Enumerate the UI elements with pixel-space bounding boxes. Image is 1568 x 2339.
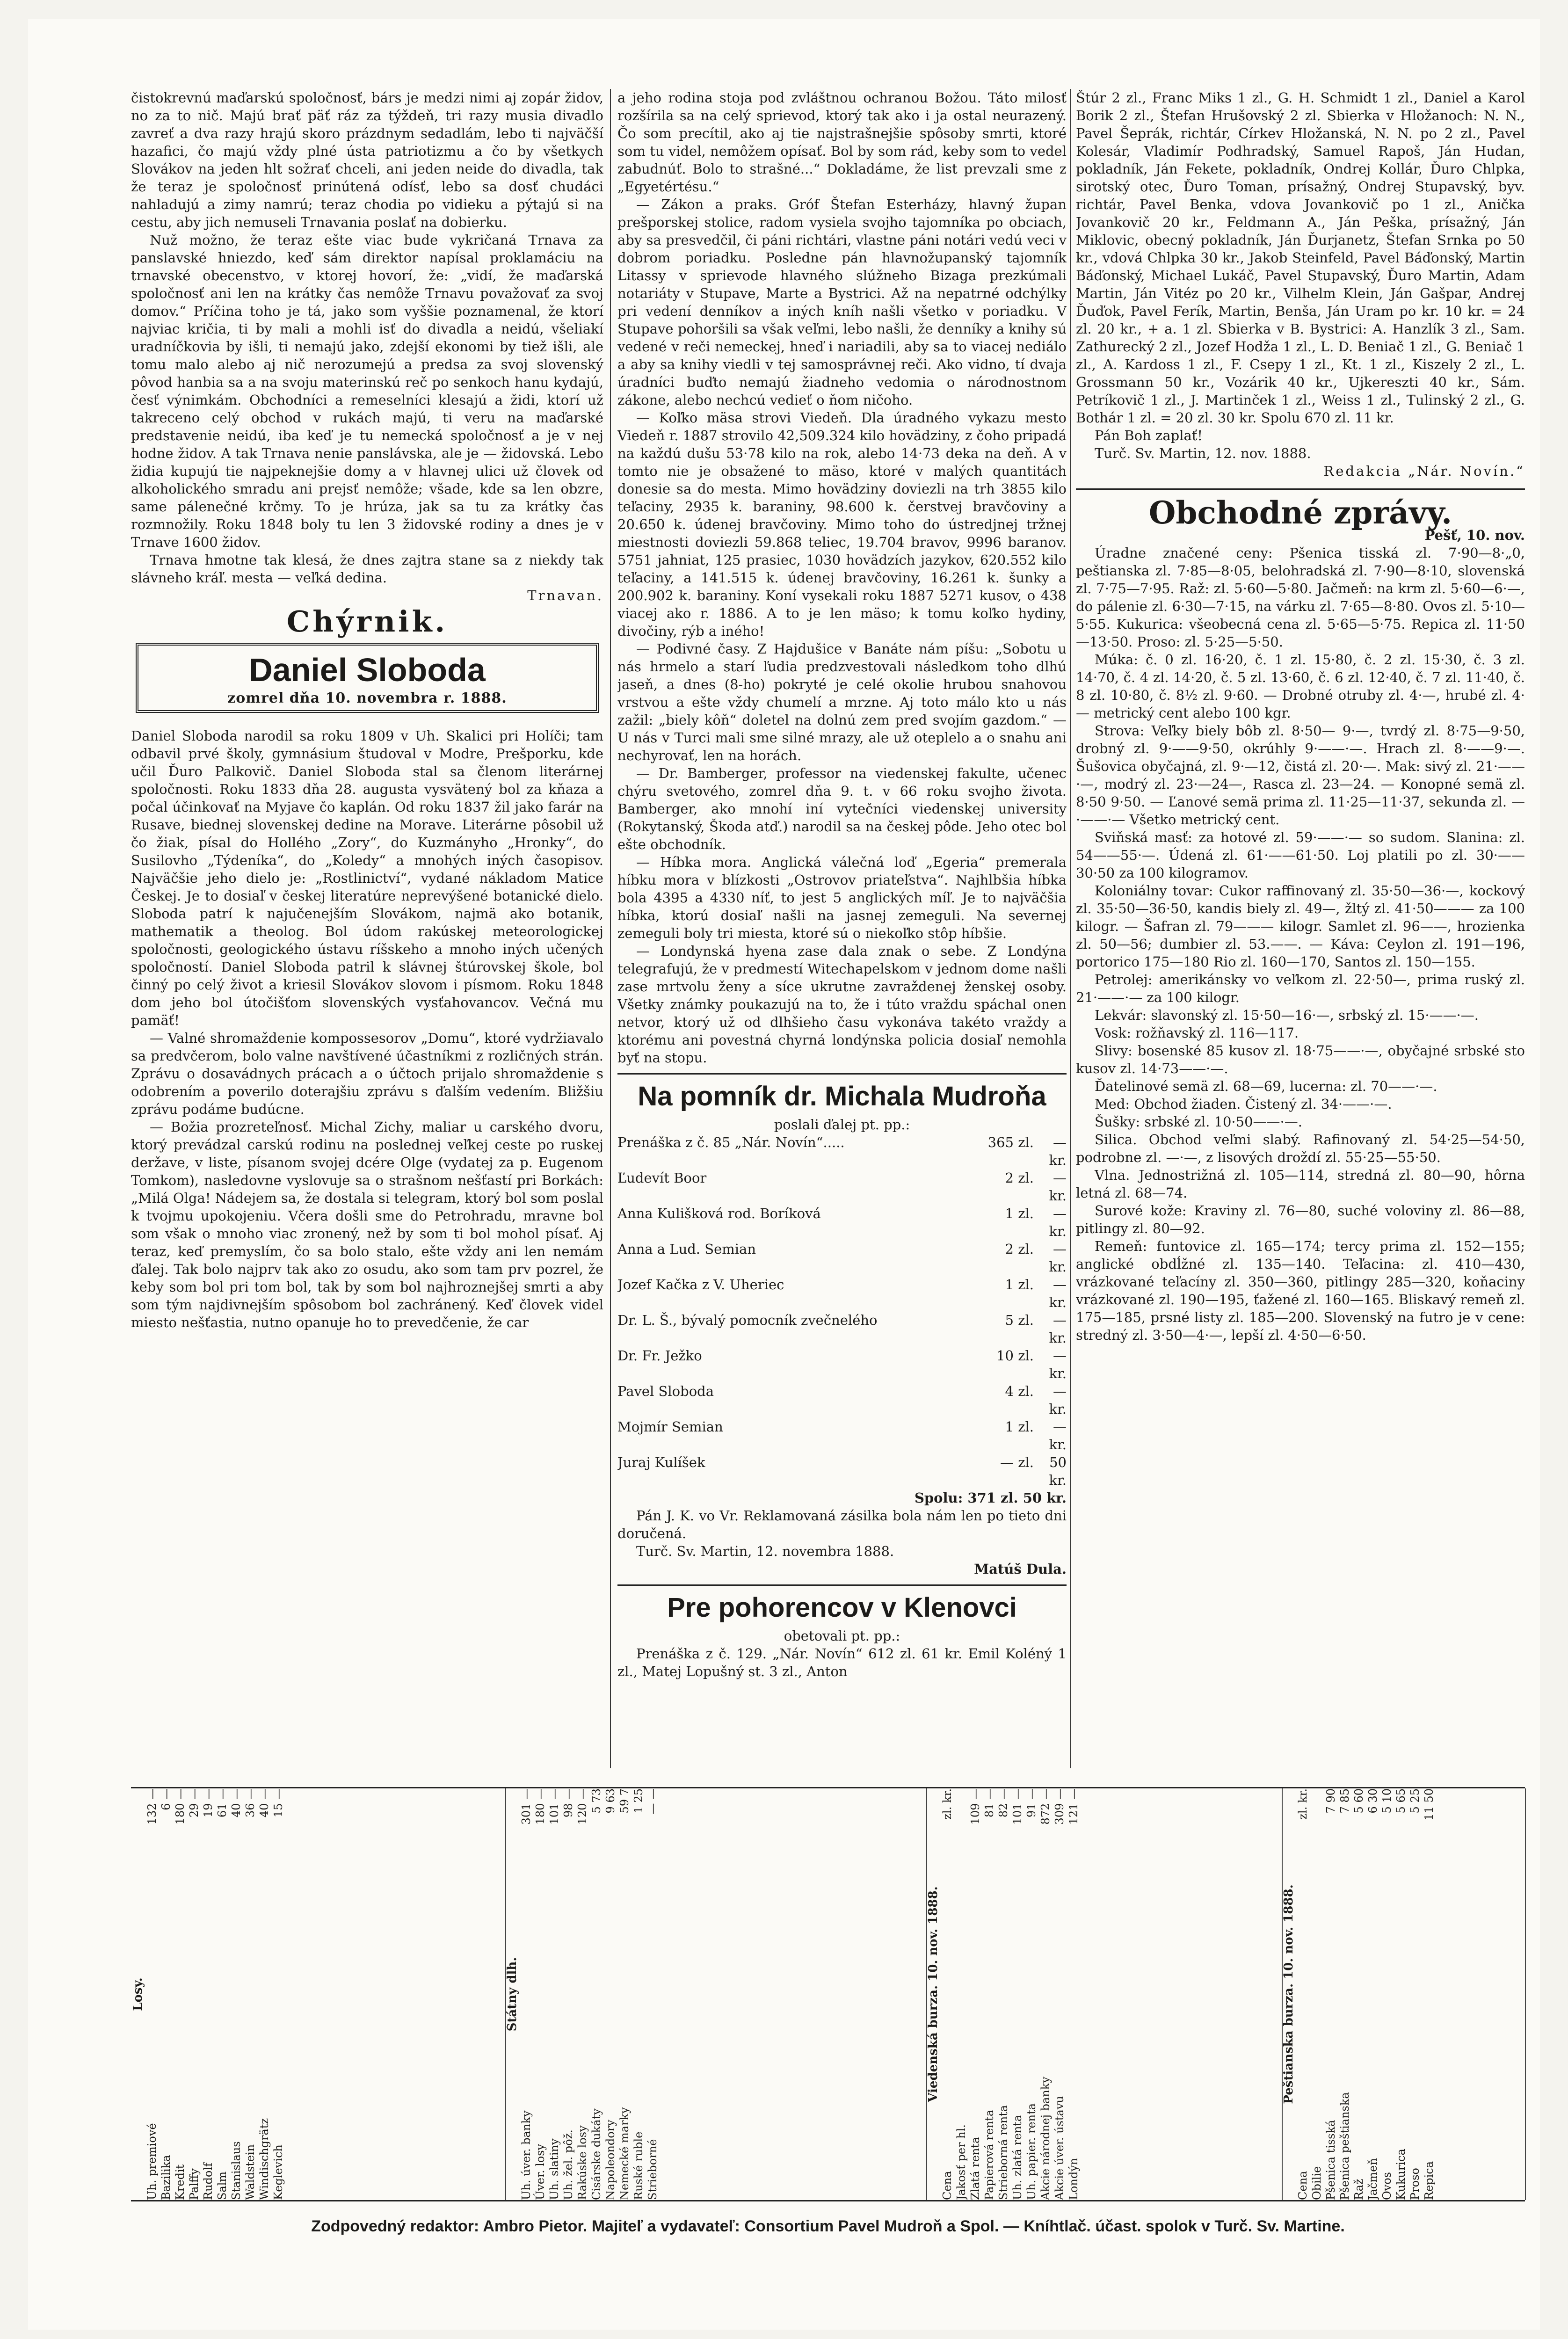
exchange-item: Pšenica tisská (1324, 2120, 1337, 2200)
exchange-price: 5 73 (590, 1788, 603, 1814)
exchange-table-row (257, 1788, 271, 2200)
column-1 (131, 89, 603, 1768)
exchange-price: 7 85 (1338, 1788, 1351, 1814)
exchange-item: Nemecké marky (618, 2107, 631, 2200)
exchange-item: Kredit (174, 2164, 187, 2200)
exchange-table-row (1408, 1788, 1422, 2200)
exchange-price: 15 — (272, 1788, 285, 1818)
exchange-item: Rakúske losy (576, 2125, 589, 2200)
exchange-table-row (229, 1788, 243, 2200)
exchange-table-heading: Viedenská burza. 10. nov. 1888. (926, 1886, 940, 2102)
exchange-table-row (1394, 1788, 1408, 2200)
zakon-praks-article: — Zákon a praks. Gróf Štefan Esterházy, hlavný župan prešporskej stolice, radom vysiela svojho tajomníka po obciach, aby sa presvedčil, či páni richtári, vlastne páni notári vedú veci v dobrom poriadku. Posledne pán hlavnožupanský tajomník Litassy v sprievode hlavného slúžneho Bizaga prezkúmali notariáty v Stupave, Marte a Bystrici. Až na nepatrné odchýlky pri vedení denníkov a iných kníh našli všetko v poriadku. V Stupave pohoršili sa však veľmi, lebo našli, že denníky a knihy sú vedené v reči nemeckej, hneď i nariadili, aby sa to viacej nediálo a aby sa knihy viedli v tej samosprávnej reči. Ako vidno, tí dvaja úradníci buďto nemajú žiadneho vedomia o národnostnom zákone, alebo nechcú vedieť o ňom ničoho. (617, 196, 1067, 408)
market-report-paragraph: Petrolej: amerikánsky vo veľkom zl. 22·50—, prima ruský zl. 21·——·— za 100 kilogr. (1076, 972, 1525, 1005)
exchange-table-heading: Losy. (131, 1977, 145, 2011)
exchange-price: 5 60 (1352, 1788, 1365, 1814)
exchange-item: Palffy (188, 2168, 201, 2200)
exchange-price: 6 — (160, 1788, 173, 1810)
exchange-price: 91 — (1025, 1788, 1038, 1818)
exchange-item: Proso (1408, 2168, 1422, 2200)
exchange-table-row (589, 1788, 603, 2200)
exchange-table-row (1422, 1788, 1436, 2200)
pomnik-signature: Matúš Dula. (974, 1561, 1067, 1577)
exchange-item: Windischgrätz (258, 2118, 271, 2200)
exchange-table-heading: Štátny dlh. (505, 1957, 519, 2032)
exchange-table-row (145, 1788, 159, 2200)
exchange-price: 1 25 (632, 1788, 645, 1814)
exchange-item: Obilie (1310, 2166, 1323, 2200)
pomnik-donor-row (617, 1240, 1067, 1276)
donor-cur: — kr. (1049, 1206, 1067, 1239)
exchange-item: Jačmeň (1366, 2158, 1379, 2200)
exchange-price: 121 — (1067, 1788, 1080, 1825)
exchange-table-row (201, 1788, 215, 2200)
klenovec-heading: Pre pohorencov v Klenovci (617, 1584, 1067, 1623)
exchange-item: Uh. zlatá renta (1011, 2114, 1024, 2200)
market-report-paragraph: Lekvár: slavonský zl. 15·50—16·—, srbský zl. 15·——·—. (1095, 1007, 1479, 1023)
exchange-price: 11 50 (1423, 1788, 1436, 1821)
exchange-table-row (243, 1788, 257, 2200)
exchange-price: 61 — (216, 1788, 229, 1818)
exchange-table-row (1067, 1788, 1081, 2200)
exchange-table-row (1296, 1788, 1310, 2200)
exchange-price: 40 — (230, 1788, 243, 1818)
column-2 (617, 89, 1067, 1768)
trnava-signature: Trnavan. (527, 588, 603, 603)
exchange-table-row (1038, 1788, 1053, 2200)
exchange-price: 872 — (1039, 1788, 1052, 1825)
pomnik-donor-row (617, 1133, 1067, 1169)
donor-amount: 2 zl. (1005, 1241, 1034, 1257)
exchange-table-row (561, 1788, 575, 2200)
exchange-table-row (1324, 1788, 1338, 2200)
market-report-paragraph: Ďatelinové semä zl. 68—69, lucerna: zl. 70——·—. (1095, 1078, 1437, 1094)
donor-cur: — kr. (1049, 1134, 1067, 1168)
exchange-table-row (1380, 1788, 1394, 2200)
exchange-item: Uh. premiové (145, 2123, 159, 2200)
donor-name: Dr. L. Š., bývalý pomocník zvečnelého (617, 1312, 878, 1328)
exchange-item: Waldstein (244, 2144, 257, 2200)
exchange-table-row (996, 1788, 1010, 2200)
donor-amount: 365 zl. (987, 1134, 1034, 1150)
exchange-item: Repica (1423, 2161, 1436, 2200)
exchange-item: Úver. losy (534, 2143, 547, 2200)
pomnik-donor-row (617, 1169, 1067, 1205)
exchange-table-row (1010, 1788, 1024, 2200)
exchange-price: 5 10 (1380, 1788, 1394, 1814)
podivne-casy-article: — Podivné časy. Z Hajdušice v Banáte nám píšu: „Sobotu u nás hrmelo a starí ľudia predzvestovali následkom toho dlhú jaseň, a dnes (8-ho) pokryté je celé okolie hrubou snahovou vrstvou a ešte vždy chumelí a mrzne. Aj toto málo kto u nás zažil: „biely kôň“ doletel na dolnú zem pred svojím gazdom.“ — U nás v Turci mali sme silné mrazy, ale už oteplelo a o snahu ani nechyrovať, len na horách. (617, 641, 1067, 763)
exchange-price: 309 — (1053, 1788, 1066, 1825)
obituary-name: Daniel Sloboda (249, 652, 486, 688)
imprint: Zodpovedný redaktor: Ambro Pietor. Majiteľ a vydavateľ: Consortium Pavel Mudroň a Spol. — Kníhtlač. účast. spolok v Turč. Sv. Martine. (311, 2217, 1345, 2235)
hibka-mora-article: — Híbka mora. Anglická válečná loď „Egeria“ premerala híbku mora v blízkosti „Ostrovov priateľstva“. Najhlbšia híbka bola 4395 a 4330 níť, to jest 5 anglických míľ. Je to najväčšia híbka, ktorú dosiaľ našli na jasnej zemeguli. Na severnej zemeguli boly tri miesta, ktoré sú o niekoľko stôp híbšie. (617, 854, 1067, 941)
zichy-continued: a jeho rodina stoja pod zvláštnou ochranou Božou. Táto milosť rozšírila sa na celý sprievod, ktorý tak ako i ja ostal neurazený. Čo som precítil, ako aj tie najstrašnejšie spôsoby smrti, ktoré som tu videl, nemôžem opísať. Bol by som rád, keby som to vedel zabudnúť. Bolo to strašné...“ Dokladáme, že list prevzali sme z „Egyetértésu.“ (617, 90, 1067, 195)
exchange-table-row (215, 1788, 229, 2200)
market-report-paragraph: Med: Obchod žiaden. Čistený zl. 34·——·—. (1095, 1096, 1392, 1112)
pomnik-total: Spolu: 371 zl. 50 kr. (914, 1490, 1067, 1506)
section-title-chyrnik: Chýrnik. (286, 604, 448, 639)
exchange-item: Strieborná renta (997, 2105, 1010, 2200)
exchange-table-row (968, 1788, 982, 2200)
exchange-item: Zlatá renta (969, 2136, 982, 2200)
exchange-price: 7 90 (1324, 1788, 1337, 1814)
exchange-price: 109 — (969, 1788, 982, 1825)
donor-amount: 4 zl. (1005, 1383, 1034, 1399)
viedeň-maso-article: — Koľko mäsa strovi Viedeň. Dla úradného vykazu mesto Viedeň r. 1887 strovilo 42,509.324 kilo hovädziny, z čoho pripadá na každú dušu 53·78 kilo na rok, alebo 14·73 deka na deň. A v tomto nie je obsažené to mäso, ktoré v malých quantitách donesie sa do mesta. Mimo hovädziny doviezli na trh 3855 kilo teľaciny, 2935 k. baraniny, 98.600 k. čerstvej bravčoviny a 20.650 k. údenej bravčoviny. Mimo toho do ústredjnej tržnej miestnosti doviezli 59.868 teliec, 19.704 bravov, 9996 baranov. 5751 jahniat, 125 prasiec, 1030 hovädzích jazykov, 620.552 kilo teľaciny, a 141.515 k. údenej bravčoviny, 16.261 k. šunky a 200.902 k. baraniny. Koní vysekali roku 1887 5271 kusov, o 438 viacej ako r. 1886. A to je len mäso; k tomu koľko hydiny, divočiny, rýb a iného! (617, 410, 1067, 639)
exchange-item: Keglevich (272, 2144, 285, 2200)
pomnik-donor-row (617, 1418, 1067, 1453)
exchange-table-row (617, 1788, 632, 2200)
exchange-table (1282, 1788, 1526, 2200)
sloboda-article: Daniel Sloboda narodil sa roku 1809 v Uh. Skalici pri Holíči; tam odbavil prvé školy, gymnásium študoval v Modre, Prešporku, kde učil Ďuro Palkovič. Daniel Sloboda stal sa členom literárnej spoločnosti. Roku 1833 dňa 28. augusta vysvätený bol za kňaza a počal účinkovať na Myjave čo kaplán. Od roku 1837 žil jako farár na Rusave, biednej slovenskej dedine na Morave. Literárne pôsobil už čo žiak, písal do Hollého „Zory“, do Kuzmányho „Hronky“, do Susilovho „Týdeníka“, do „Koledy“ a mnohých iných časopisov. Najväčšie jeho dielo je: „Rostlinictví“, vydané nákladom Matice Českej. Je to dosiaľ v českej literatúre neprevýšené botanické dielo. Sloboda patrí k najučenejším Slovákom, najmä ako botanik, mathematik a theolog. Bol údom rakúskej meteorologickej spoločnosti, geologického ústavu ríšskeho a mnoho iných učených spoločností. Daniel Sloboda patril k slávnej štúrovskej škole, bol činný po celý život a kriesil Slovákov slovom i písmom. Roku 1848 dom jeho bol útočišťom slovenských vysťahovancov. Večná mu pamäť! (131, 728, 603, 1028)
exchange-price: 120 — (576, 1788, 589, 1825)
pomnik-donor-list (617, 1133, 1067, 1489)
column-3 (1076, 89, 1525, 1768)
exchange-table-row (1366, 1788, 1380, 2200)
londynska-hyena-article: — Londynská hyena zase dala znak o sebe. Z Londýna telegrafujú, že v predmestí Witechapelskom v jednom dome našli zase mrtvolu ženy a síce ukrutne zavraždenej ženskej osoby. Všetky známky poukazujú na to, že i túto vraždu spáchal onen netvor, ktorý už od dlhšieho času vykonáva takéto vraždy a ktorému ani povestná chyrná londýnska policia dosiaľ nemohla byť na stopu. (617, 943, 1067, 1066)
exchange-table-row (547, 1788, 561, 2200)
pomnik-donor-row (617, 1382, 1067, 1418)
trnava-article-p1: čistokrevnú maďarskú spoločnosť, bárs je medzi nimi aj zopár židov, no za to nič. Majú brať päť ráz za týždeň, tri razy musia divadlo zavreť a dva razy hrajú skoro prázdnym sedadlám, lebo ti najväčší hazafici, čo majú vždy plné ústa patriotizmu a čo by všetkych Slovákov na jeden hlt sožrať chceli, ani jeden neide do divadla, tak že teraz je spoločnosť prinútená odísť, lebo sa dosť chudáci nahladujú a zimy namrú; teraz chodia po vidieku a pýtajú si na cestu, aby jich nemuseli Trnavania poslať na dobierku. (131, 90, 603, 230)
donor-amount: — zl. (1000, 1454, 1034, 1470)
exchange-table-row (1338, 1788, 1352, 2200)
donor-cur: 50 kr. (1049, 1454, 1067, 1488)
donor-name: Ľudevít Boor (617, 1170, 707, 1186)
obituary-date: zomrel dňa 10. novembra r. 1888. (227, 690, 507, 706)
exchange-item: Rudolf (202, 2163, 215, 2200)
exchange-item: Uh. úver. banky (520, 2110, 533, 2200)
pomnik-donor-row (617, 1276, 1067, 1311)
exchange-item: Raž (1352, 2179, 1365, 2200)
exchange-table-row (1053, 1788, 1067, 2200)
donor-name: Pavel Sloboda (617, 1383, 714, 1399)
exchange-price: 81 — (983, 1788, 996, 1818)
donor-name: Dr. Fr. Ježko (617, 1348, 702, 1364)
exchange-table (131, 1788, 506, 2200)
pomnik-subheading: poslali ďalej pt. pp.: (774, 1117, 910, 1133)
exchange-item: Jakosť per hl. (955, 2124, 968, 2200)
exchange-table-row (1024, 1788, 1038, 2200)
donor-name: Anna a Lud. Semian (617, 1241, 756, 1257)
trnava-article-p3: Trnava hmotne tak klesá, že dnes zajtra stane sa z niekdy tak slávneho kráľ. mesta — veľká dedina. (131, 552, 603, 586)
exchange-item: Papierová renta (983, 2109, 996, 2200)
exchange-price: 40 — (258, 1788, 271, 1818)
market-report-paragraph: Sviňská masť: za hotové zl. 59·——·— so sudom. Slanina: zl. 54——55·—. Údená zl. 61·——61·50. Loj platili po zl. 30·——30·50 za 100 kilogramov. (1076, 829, 1525, 881)
exchange-table-row (533, 1788, 547, 2200)
pomnik-donor-row (617, 1311, 1067, 1347)
donor-amount: 5 zl. (1005, 1312, 1034, 1328)
market-report-paragraph: Silica. Obchod veľmi slabý. Rafinovaný zl. 54·25—54·50, podrobne zl. —·—, z lisových droždí zl. 55·25—55·50. (1076, 1132, 1525, 1165)
donor-cur: — kr. (1049, 1348, 1067, 1381)
exchange-price: 180 — (534, 1788, 547, 1825)
exchange-price: 59 7 (618, 1788, 631, 1814)
exchange-table-row (271, 1788, 285, 2200)
donor-amount: 1 zl. (1005, 1206, 1034, 1221)
market-report-paragraph: Múka: č. 0 zl. 16·20, č. 1 zl. 15·80, č. 2 zl. 15·30, č. 3 zl. 14·70, č. 4 zl. 14·20, č. 5 zl. 13·60, č. 6 zl. 12·40, č. 7 zl. 11·40, č. 8 zl. 10·80, č. 8½ zl. 9·60. — Drobné otruby zl. 4·—, hrubé zl. 4·— metrický cent alebo 100 kgr. (1076, 652, 1525, 721)
exchange-price: 29 — (188, 1788, 201, 1818)
exchange-item: Uh. žel. pôž. (562, 2129, 575, 2200)
donor-cur: — kr. (1049, 1277, 1067, 1310)
market-report-paragraph: Vlna. Jednostrižná zl. 105—114, stredná zl. 80—90, hôrna letná zl. 68—74. (1076, 1167, 1525, 1201)
pomnik-donor-row (617, 1205, 1067, 1240)
exchange-table-row (159, 1788, 173, 2200)
thanks-line: Pán Boh zaplať! (1095, 428, 1203, 443)
exchange-table-row (519, 1788, 533, 2200)
redakcia-signature: Redakcia „Nár. Novín.“ (1323, 463, 1525, 479)
exchange-price: zl. kr. (941, 1788, 954, 1820)
exchange-price: zl. kr. (1296, 1788, 1309, 1820)
exchange-item: Londýn (1067, 2157, 1080, 2200)
exchange-item: Uh. papier. renta (1025, 2103, 1038, 2200)
donor-cur: — kr. (1049, 1383, 1067, 1417)
exchange-table-row (940, 1788, 954, 2200)
market-report-paragraph: Šušky: srbské zl. 10·50——·—. (1095, 1114, 1302, 1130)
pomnik-note: Pán J. K. vo Vr. Reklamovaná zásilka bola nám len po tieto dni doručená. (617, 1508, 1067, 1541)
exchange-item: Cena (941, 2171, 954, 2200)
market-report-paragraph: Slivy: bosenské 85 kusov zl. 18·75——·—, obyčajné srbské sto kusov zl. 14·73——·—. (1076, 1043, 1525, 1076)
exchange-item: Akcie národnej banky (1039, 2077, 1052, 2200)
exchange-item: Bazilika (160, 2155, 173, 2200)
donor-amount: 2 zl. (1005, 1170, 1034, 1186)
pomnik-place-date: Turč. Sv. Martin, 12. novembra 1888. (636, 1543, 894, 1559)
market-report-paragraph: Surové kože: Kraviny zl. 76—80, suché voloviny zl. 86—88, pitlingy zl. 80—92. (1076, 1203, 1525, 1236)
zichy-article: — Božia prozreteľnosť. Michal Zichy, maliar u carského dvoru, ktorý prevádzal carskú rodinu na poslednej veľkej ceste po ruskej deržave, v liste, písanom svojej dcére Olge (vydatej za p. Eugenom Tomkom), nasledovne vyslovuje sa o strašnom nešťastí pri Borkách: „Milá Olga! Nádejem sa, že dostala si telegram, ktorý bol som poslal k tvojmu upokojeniu. Včera došli sme do Petrohradu, mravne bol som však o mnoho viac zronený, než by som ti bol mohol písať. Aj teraz, keď premyslím, čo sa bolo stalo, ešte vždy ani len nemám ďalej. Tak bolo najprv tak ako zo osudu, ako som tam prv pozrel, že keby som bol pri tom bol, tak by som bol najhroznejšej smrti a aby som tým najdivnejším spôsobom bol zachránený. Keď človek videl miesto nešťastia, nutno opanuje ho to prevedčenie, že car (131, 1119, 603, 1330)
exchange-table (926, 1788, 1283, 2200)
exchange-item: Pšenica peštianska (1338, 2092, 1351, 2200)
exchange-item: Ruské ruble (632, 2131, 645, 2200)
exchange-table-row (954, 1788, 968, 2200)
donor-cur: — kr. (1049, 1312, 1067, 1346)
exchange-table-row (646, 1788, 660, 2200)
exchange-tables (131, 1787, 1525, 2201)
exchange-item: Stanislaus (230, 2141, 243, 2200)
exchange-price: 98 — (562, 1788, 575, 1818)
klenovec-donors: Prenáška z č. 129. „Nár. Novín“ 612 zl. 61 kr. Emil Koléný 1 zl., Matej Lopušný st. 3 zl., Anton (617, 1646, 1067, 1679)
market-report-paragraph: Koloniálny tovar: Cukor raffinovaný zl. 35·50—36·—, kockový zl. 35·50—36·50, kandis biely zl. 49—, žltý zl. 41·50——— za 100 kilogr. — Šafran zl. 79——— kilogr. Samlet zl. 96——, hrozienka zl. 50—56; dumbier zl. 53.——. — Káva: Ceylon zl. 191—196, portorico 175—180 Rio zl. 160—170, Santos zl. 150—155. (1076, 883, 1525, 970)
market-report-paragraph: Úradne značené ceny: Pšenica tisská zl. 7·90—8·„0, peštianska zl. 7·85—8·05, belohradská zl. 7·90—8·10, slovenská zl. 7·75—7·95. Raž: zl. 5·60—5·80. Jačmeň: na krm zl. 5·60—6·—, do pálenie zl. 6·30—7·15, na várku zl. 7·65—8·80. Ovos zl. 5·10—5·55. Kukurica: všeobecná cena zl. 5·65—5·75. Repica zl. 11·50—13·50. Proso: zl. 5·25—5·50. (1076, 545, 1525, 650)
exchange-table-row (173, 1788, 187, 2200)
pomnik-donor-row (617, 1453, 1067, 1489)
donor-amount: 1 zl. (1005, 1277, 1034, 1293)
exchange-item: Salm (216, 2171, 229, 2200)
donor-name: Juraj Kulíšek (617, 1454, 705, 1470)
pomnik-heading: Na pomník dr. Michala Mudroňa (617, 1073, 1067, 1112)
donor-name: Mojmír Semian (617, 1419, 723, 1435)
donor-name: Jozef Kačka z V. Uheriec (617, 1277, 784, 1293)
market-reports (1076, 544, 1525, 1344)
exchange-table-row (603, 1788, 617, 2200)
exchange-table-row (1352, 1788, 1366, 2200)
exchange-price: 5 65 (1394, 1788, 1408, 1814)
exchange-price (1310, 1788, 1324, 1854)
exchange-table-row (982, 1788, 996, 2200)
donor-amount: 10 zl. (996, 1348, 1034, 1364)
column-rule (610, 89, 611, 1768)
klenovec-subheading: obetovali pt. pp.: (784, 1628, 900, 1644)
exchange-table (505, 1788, 927, 2200)
exchange-item: Akcie úver. ústavu (1053, 2096, 1066, 2200)
exchange-item: Kukurica (1394, 2149, 1408, 2200)
newspaper-page (28, 19, 1540, 2330)
donor-cur: — kr. (1049, 1419, 1067, 1453)
exchange-price: 301 — (520, 1788, 533, 1825)
exchange-price: 5 25 (1408, 1788, 1422, 1814)
exchange-price (954, 1788, 968, 1854)
exchange-price: 101 — (548, 1788, 561, 1825)
exchange-price: 101 — (1011, 1788, 1024, 1825)
exchange-item: Cena (1296, 2171, 1309, 2200)
market-report-paragraph: Remeň: funtovice zl. 165—174; tercy prima zl. 152—155; anglické obdĺžné zl. 135—140. Teľacina: zl. 410—430, vrázkované teľacíny zl. 350—360, pitlingy 285—320, koňaciny vrázkované zl. 190—195, ťažené zl. 160—165. Bliskavý remeň zl. 175—185, prsné listy zl. 185—200. Slovenský na futro je v cene: stredný zl. 3·50—4·—, lepší zl. 4·50—6·50. (1076, 1238, 1525, 1343)
dom-article: — Valné shromaždenie kompossesorov „Domu“, ktoré vydržiavalo sa predvčerom, bolo valne navštívené účastníkmi z rozličných strán. Zprávu o dosavádnych prácach a o účtoch prijalo shromaždenie s odobrením a poverilo doterajšiu zprávu s ďalším vedením. Bližšiu zprávu podáme budúcne. (131, 1030, 603, 1117)
exchange-price: 82 — (997, 1788, 1010, 1818)
donor-cur: — kr. (1049, 1241, 1067, 1275)
exchange-table-row (1310, 1788, 1324, 2200)
exchange-price: 9 63 (604, 1788, 617, 1814)
klenovec-donors-continued: Štúr 2 zl., Franc Miks 1 zl., G. H. Schmidt 1 zl., Daniel a Karol Borik 2 zl., Štefan Hrušovský 2 zl. Sbierka v Hložanoch: N. N., Pavel Šeprák, richtár, Církev Hložanská, N. N. po 2 zl., Pavel Kolesár, Vladimír Podhradský, Samuel Rapoš, Ján Hudan, pokladník, Ján Fekete, pokladník, Ondrej Kollár, Ďuro Chlpka, sirotský otec, Ďuro Toman, prísažný, Ondrej Stupavský, byv. richtár, Pavel Benka, vdova Jovankovič po 1 zl., Anička Jovankovič 20 kr., Feldmann A., Ján Peška, prísažný, Ján Miklovic, obecný pokladník, Ján Ďurjanetz, Štefan Srnka po 50 kr., vdová Chlpka 30 kr., Jakob Steinfeld, Pavel Báďonský, Martin Báďonský, Michael Lukáč, Pavel Stupavský, Ďuro Martin, Adam Martin, Ján Vitéz po 20 kr., Vilhelm Klein, Ján Gašpar, Andrej Ďuďok, Pavel Ferík, Martin, Benša, Ján Uram po kr. 10 kr. = 24 zl. 20 kr., + a. 1 zl. Sbierka v B. Bystrici: A. Hanzlík 3 zl., Sam. Zathurecký 2 zl., Jozef Hodža 1 zl., L. D. Beniač 1 zl., G. Beniač 1 zl., A. Kardoss 1 zl., F. Csepy 1 zl., Kt. 1 zl., Kiszely 2 zl., L. Grossmann 50 kr., Vozárik 40 kr., Ujkereszti 40 kr., Sám. Petríkovič 1 zl., J. Martinček 1 zl., Weiss 1 zl., Tulinský 2 zl., G. Bothár 1 zl. = 20 zl. 30 kr. Spolu 670 zl. 11 kr. (1076, 90, 1525, 426)
exchange-table-heading: Peštianska burza. 10. nov. 1888. (1282, 1884, 1296, 2104)
exchange-item: Cisárske dukáty (590, 2108, 603, 2200)
obchodne-date: Pešť, 10. nov. (1424, 527, 1525, 543)
trnava-article-p2: Nuž možno, že teraz ešte viac bude vykričaná Trnava za panslavské hniezdo, keď sám direktor napísal proklamáciu na trnavské obecenstvo, v ktorej hovorí, že: „vidí, že maďarská spoločnosť ani len na krátky čas nemôže Trnavu považovať za svoj domov.“ Príčina toho je tá, jako som vyššie poznamenal, že ktorí najviac kričia, ti by mali a mohli isť do divadla a neidú, všeliakí uradníčkovia by išli, ti nemajú jako, zdejší ekonomi by tiež išli, ale tomu malo alebo aj nič nerozumejú a predsa za svoj slovenský pôvod hanbia sa a na svoju materinskú reč po senkoch hanu kydajú, česť výnimkám. Obchodníci a remeselníci klesajú a židi, ktorí už takreceno celý obchod v rukách majú, ti veru na maďarské predstavenie neidú, iba keď je tu nemecká spoločnosť a je v nej hodne židov. A tak Trnava nenie panslávska, ale je — židovská. Lebo židia kupujú tie najpeknejšie domy a v hlavnej ulici už človek od alkoholického smradu ani prejsť nemôže; všade, kde sa len obzre, same pálenečné krčmy. To je hrúza, jak sa tu za krátky čas rozmnožily. Roku 1848 boly tu len 3 židovské rodiny a dnes je v Trnave 1600 židov. (131, 232, 603, 550)
exchange-item: Napoleondory (604, 2120, 617, 2200)
exchange-price: 19 — (202, 1788, 215, 1818)
section-divider (1076, 488, 1525, 490)
market-report-paragraph: Vosk: rožňavský zl. 116—117. (1095, 1025, 1299, 1041)
donor-amount: 1 zl. (1005, 1419, 1034, 1435)
exchange-table-row (187, 1788, 201, 2200)
exchange-table-row (575, 1788, 589, 2200)
exchange-price: 36 — (244, 1788, 257, 1818)
donor-name: Prenáška z č. 85 „Nár. Novín“..... (617, 1134, 845, 1150)
donor-name: Anna Kulišková rod. Boríková (617, 1206, 821, 1221)
obchodne-zpravy-heading: Obchodné zprávy. (1148, 494, 1452, 531)
place-date: Turč. Sv. Martin, 12. nov. 1888. (1095, 445, 1311, 461)
exchange-item: Ovos (1380, 2172, 1394, 2200)
bamberger-article: — Dr. Bamberger, professor na viedenskej fakulte, učenec chýru svetového, zomrel dňa 9. t. v 66 roku svojho života. Bamberger, ako mnohí iní vytečníci viedenskej university (Rokytanský, Škoda atď.) narodil sa na českej pôde. Jeho otec bol ešte obchodník. (617, 765, 1067, 852)
pomnik-donor-row (617, 1347, 1067, 1382)
obituary-box (136, 643, 599, 713)
exchange-price: 6 30 (1366, 1788, 1379, 1814)
exchange-price: — — (646, 1788, 659, 1815)
column-rule (1070, 89, 1071, 1768)
exchange-item: Strieborné (646, 2139, 659, 2200)
donor-cur: — kr. (1049, 1170, 1067, 1204)
exchange-item: Uh. slatiny (548, 2138, 561, 2200)
exchange-price: 180 — (174, 1788, 187, 1825)
exchange-table-row (632, 1788, 646, 2200)
exchange-price: 132 — (145, 1788, 159, 1825)
market-report-paragraph: Strova: Veľky biely bôb zl. 8·50— 9·—, tvrdý zl. 8·75—9·50, drobný zl. 9·——9·50, okrúhly 9·——·—. Hrach zl. 8·——9·—. Šušovica obyčajná, zl. 9·—12, čistá zl. 20·—. Mak: sivý zl. 21·——·—, modrý zl. 23·—24—, Rasca zl. 23—24. — Konopné semä zl. 8·50 9·50. — Ľanové semä prima zl. 11·25—11·37, sekunda zl. —·——·— Všetko metrický cent. (1076, 723, 1525, 828)
